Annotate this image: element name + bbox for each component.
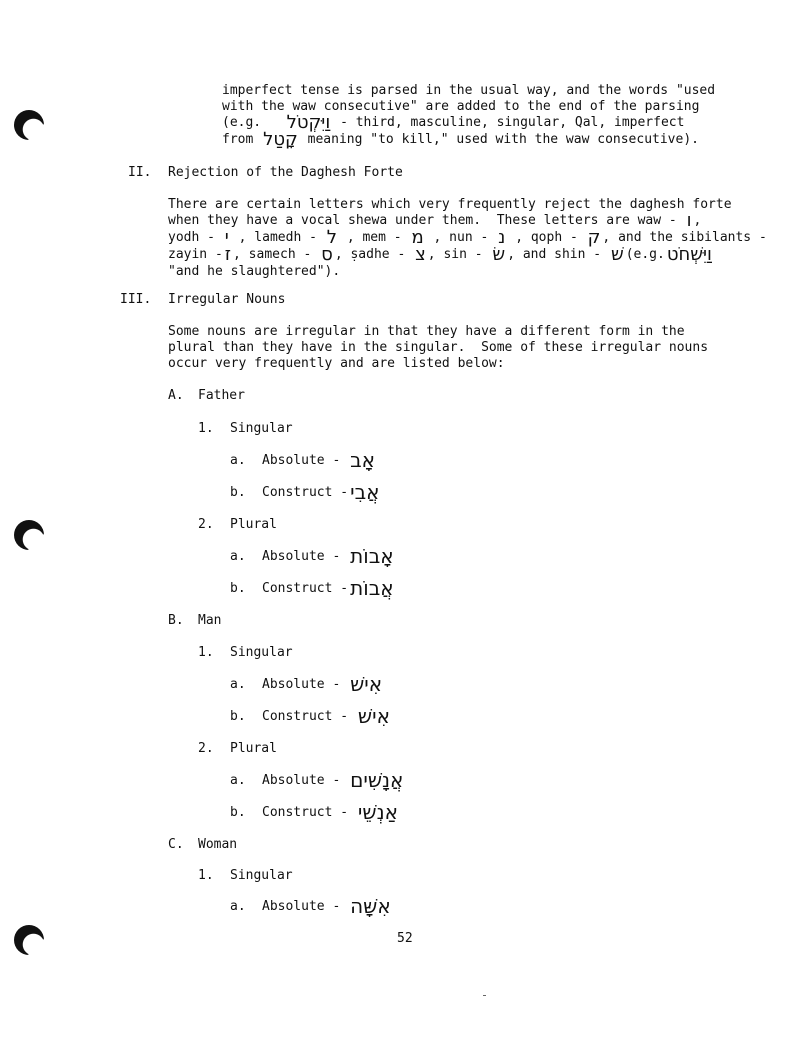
paragraph-line: plural than they have in the singular. Some of these irregular nouns (168, 340, 709, 355)
hebrew-word: קָטַל (263, 129, 298, 150)
outline-entry (262, 768, 405, 792)
outline-label: b. (230, 485, 246, 500)
hebrew-word: אִישׁ (350, 672, 383, 696)
outline-heading: Plural (230, 741, 277, 756)
hebrew-word: אַנְשֵׁי (357, 800, 398, 824)
outline-label: a. (230, 677, 246, 692)
text-span: (e.g. (222, 115, 262, 130)
hebrew-letter: ל (326, 227, 337, 248)
text-span: , sin - (427, 247, 483, 262)
outline-label: b. (230, 709, 246, 724)
paragraph-line: There are certain letters which very frequently reject the daghesh forte (168, 197, 732, 212)
outline-label: 2. (198, 741, 214, 756)
paragraph-line: imperfect tense is parsed in the usual way, and the words "used (222, 83, 716, 98)
paragraph-line (168, 246, 714, 263)
hebrew-word: אֲבִי (350, 480, 380, 504)
text-span: Absolute - (262, 899, 341, 914)
text-span: Absolute - (262, 453, 341, 468)
outline-label: a. (230, 899, 246, 914)
paragraph-line: Some nouns are irregular in that they have a different form in the (168, 324, 685, 339)
hebrew-word: אִשָּׁה (350, 894, 391, 918)
hebrew-letter: ס (321, 244, 333, 265)
section-title: Rejection of the Daghesh Forte (168, 165, 403, 180)
outline-entry (262, 544, 396, 568)
hebrew-letter: שׁ (610, 244, 624, 265)
page-number: 52 (397, 931, 413, 946)
outline-entry (262, 480, 382, 504)
text-span: Construct - (262, 581, 349, 596)
hebrew-letter: מ (411, 227, 424, 248)
binder-hole-mark (14, 110, 44, 140)
binder-hole-mark (14, 925, 44, 955)
hebrew-word: אָב (350, 448, 376, 472)
outline-entry (262, 800, 400, 824)
text-span: , samech - (233, 247, 312, 262)
outline-label: 1. (198, 645, 214, 660)
hebrew-word: אֲבוֹת (350, 576, 394, 600)
text-span: Absolute - (262, 677, 341, 692)
outline-entry (262, 448, 377, 472)
outline-heading: Singular (230, 645, 293, 660)
text-span: from (222, 132, 254, 147)
text-span: , qoph - (515, 230, 578, 245)
paragraph-line: when they have a vocal shewa under them. These letters are waw - ו , (168, 210, 702, 231)
paragraph-line: with the waw consecutive" are added to the end of the parsing (222, 99, 700, 114)
text-span: Construct - (262, 805, 349, 820)
outline-label: 1. (198, 868, 214, 883)
text-span: meaning "to kill," used with the waw consecutive). (307, 132, 699, 147)
outline-label: a. (230, 549, 246, 564)
outline-heading: Father (198, 388, 245, 403)
outline-entry (262, 704, 392, 728)
text-span: when they have a vocal shewa under them. These letters are waw - (168, 213, 677, 228)
hebrew-word: אָבוֹת (350, 544, 394, 568)
outline-label: a. (230, 453, 246, 468)
text-span: Construct - (262, 485, 349, 500)
outline-entry (262, 672, 384, 696)
outline-heading: Singular (230, 868, 293, 883)
outline-label: A. (168, 388, 184, 403)
outline-label: 2. (198, 517, 214, 532)
outline-label: b. (230, 581, 246, 596)
outline-entry (262, 894, 393, 918)
outline-entry (262, 576, 396, 600)
text-span: zayin - (168, 247, 223, 262)
text-span: , ṣadhe - (334, 247, 406, 262)
outline-heading: Man (198, 613, 222, 628)
text-span: , and shin - (507, 247, 602, 262)
hebrew-letter: ק (587, 227, 601, 248)
text-span: , mem - (346, 230, 402, 245)
outline-label: C. (168, 837, 184, 852)
outline-label: B. (168, 613, 184, 628)
hebrew-letter: צ (415, 244, 426, 265)
section-title: Irregular Nouns (168, 292, 286, 307)
binder-hole-mark (14, 520, 44, 550)
hebrew-word: אִישׁ (357, 704, 390, 728)
stray-mark (483, 995, 486, 996)
text-span: yodh - (168, 230, 215, 245)
text-span: Absolute - (262, 549, 341, 564)
text-span: Absolute - (262, 773, 341, 788)
paragraph-line: "and he slaughtered"). (168, 264, 341, 279)
hebrew-letter: י (224, 227, 229, 248)
outline-label: b. (230, 805, 246, 820)
text-span: (e.g. (625, 247, 665, 262)
outline-label: 1. (198, 421, 214, 436)
hebrew-word: אֲנָשִׁים (350, 768, 404, 792)
outline-heading: Plural (230, 517, 277, 532)
text-span: , nun - (433, 230, 489, 245)
hebrew-word: וַיִּשְׁחֹט (666, 244, 712, 265)
outline-label: a. (230, 773, 246, 788)
hebrew-word: וַיִּקְטֹל (286, 112, 331, 133)
outline-heading: Woman (198, 837, 238, 852)
text-span: , lamedh - (238, 230, 317, 245)
hebrew-letter: שׂ (492, 244, 506, 265)
paragraph-line (222, 131, 699, 148)
outline-heading: Singular (230, 421, 293, 436)
text-span: , and the sibilants - (602, 230, 767, 245)
text-span: Construct - (262, 709, 349, 724)
section-numeral: III. (120, 292, 152, 307)
hebrew-letter: ו (686, 210, 692, 231)
hebrew-letter: נ (498, 227, 506, 248)
text-span: - third, masculine, singular, Qal, imperfect (340, 115, 685, 130)
paragraph-line: occur very frequently and are listed below: (168, 356, 505, 371)
hebrew-letter: ז (224, 244, 232, 265)
section-numeral: II. (128, 165, 152, 180)
